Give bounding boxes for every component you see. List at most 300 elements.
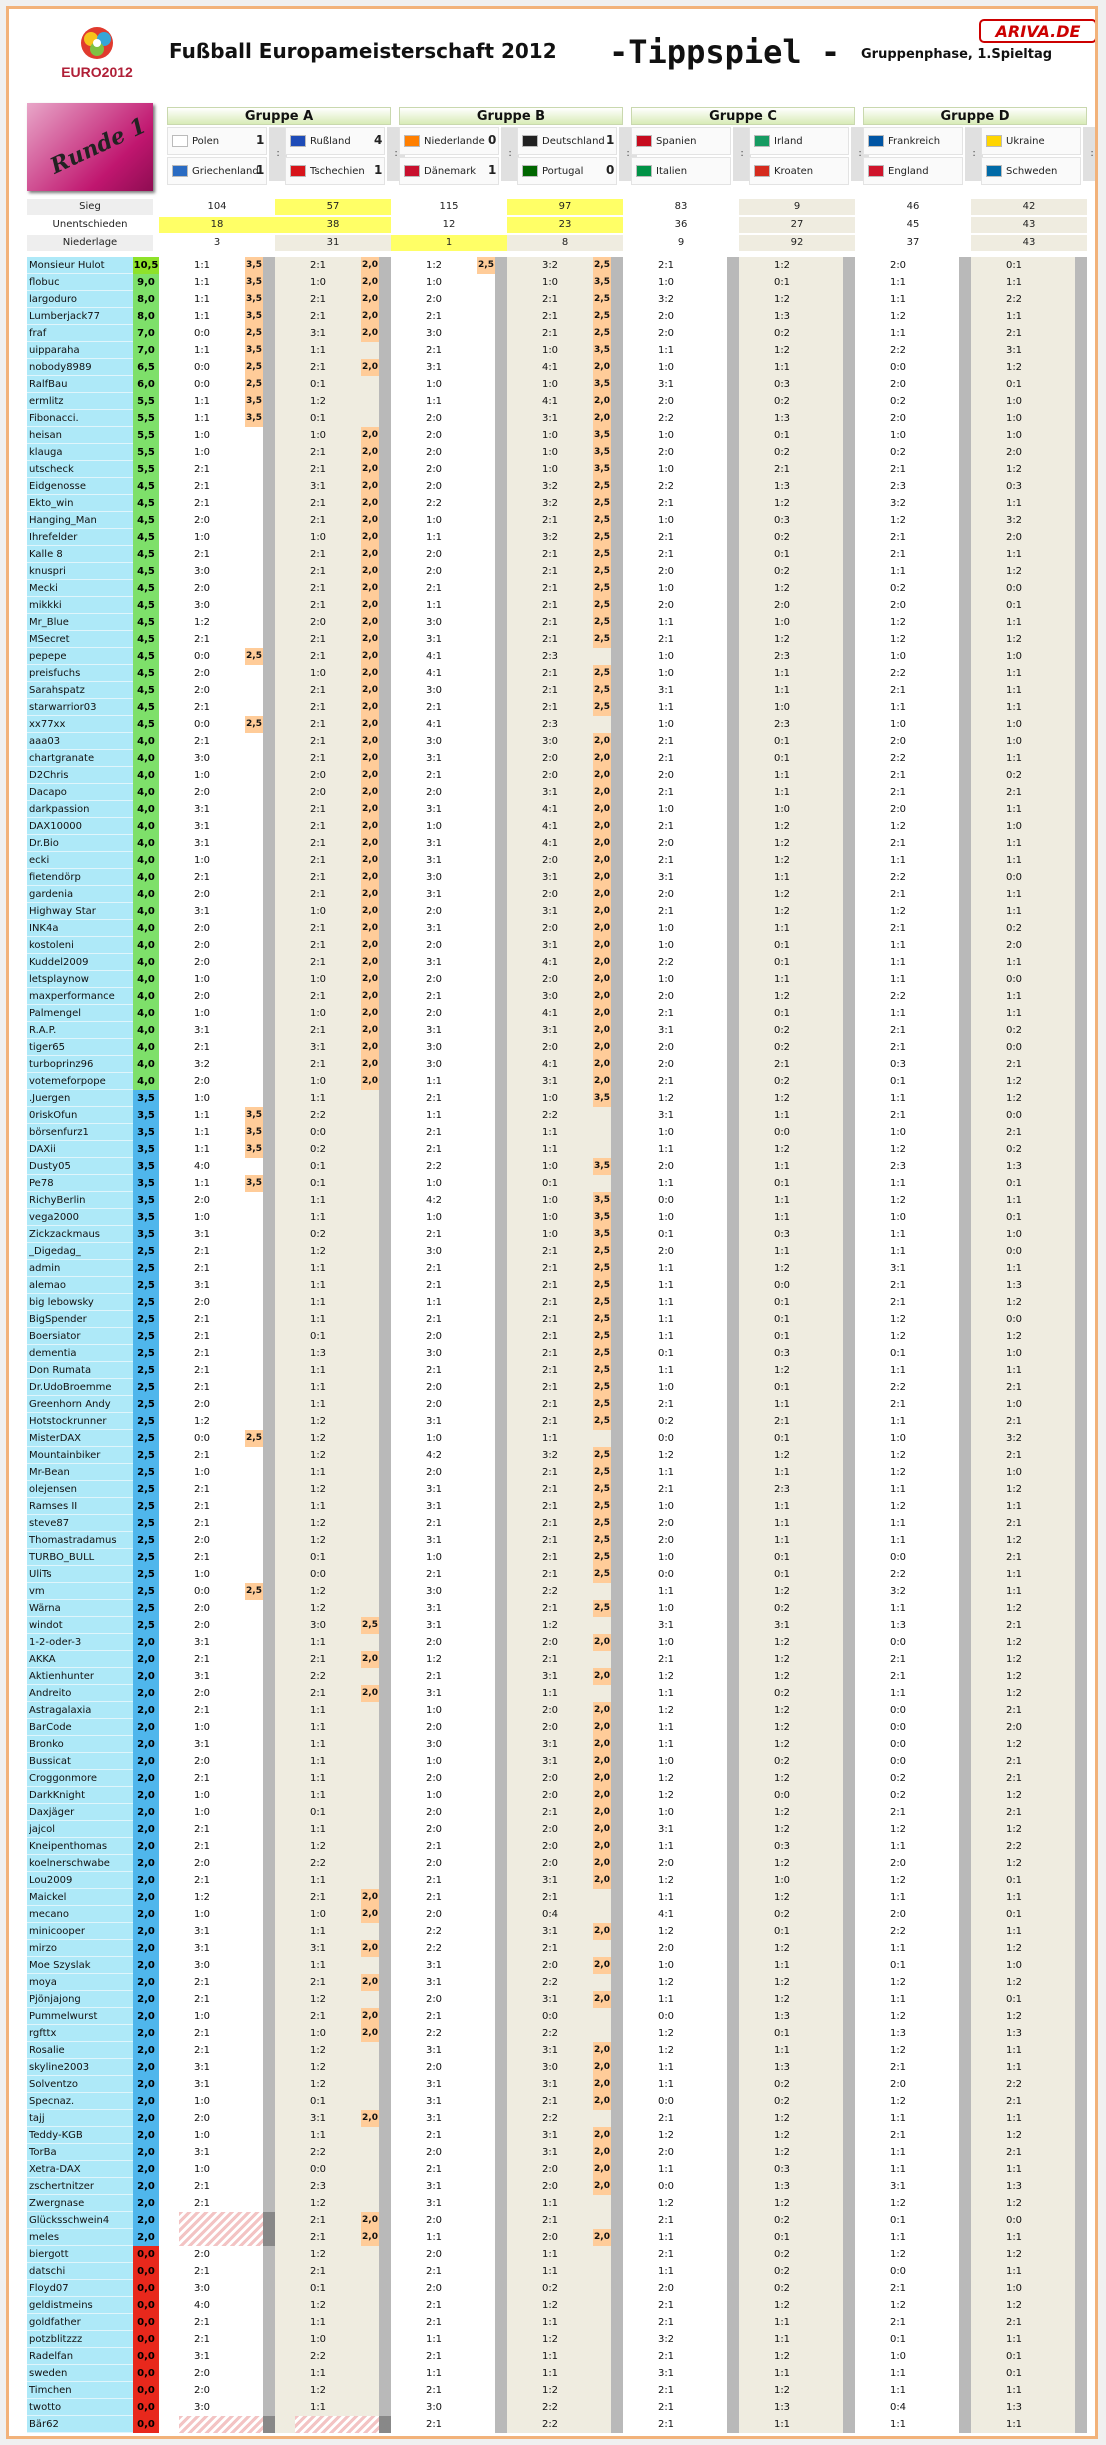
- tip-cell: 0:1: [773, 1552, 791, 1563]
- points-cell: 3,5: [593, 274, 611, 291]
- player-points: 2,0: [133, 2161, 159, 2178]
- tip-cell: 1:0: [541, 1093, 559, 1104]
- tip-cell: 2:1: [193, 702, 211, 713]
- points-cell: 2,5: [593, 1277, 611, 1294]
- stat-cell: 12: [391, 217, 507, 233]
- tip-cell: 1:1: [1005, 991, 1023, 1002]
- tip-cell: 1:1: [309, 1399, 327, 1410]
- tip-cell: 2:0: [193, 991, 211, 1002]
- tip-cell: 0:1: [773, 1569, 791, 1580]
- tip-cell: 2:1: [309, 2266, 327, 2277]
- match-2-away: [285, 157, 385, 185]
- tip-cell: 2:1: [193, 1994, 211, 2005]
- points-cell: 2,5: [593, 1345, 611, 1362]
- player-name: klauga: [29, 447, 63, 458]
- tip-cell: 2:3: [309, 2181, 327, 2192]
- player-name: uipparaha: [29, 345, 80, 356]
- tip-cell: 1:0: [657, 651, 675, 662]
- points-cell: 2,5: [593, 1294, 611, 1311]
- player-points: 2,0: [133, 1855, 159, 1872]
- tip-cell: 3:1: [425, 838, 443, 849]
- tip-cell: 2:0: [657, 311, 675, 322]
- tip-cell: 0:3: [773, 1841, 791, 1852]
- tip-cell: 1:1: [657, 1467, 675, 1478]
- tip-cell: 1:0: [1005, 1960, 1023, 1971]
- team-name: Irland: [774, 136, 803, 147]
- player-points: 3,5: [133, 1107, 159, 1124]
- tip-cell: 1:2: [657, 1671, 675, 1682]
- tip-cell: 2:2: [889, 872, 907, 883]
- tip-cell: 2:1: [541, 311, 559, 322]
- tip-cell: 0:3: [889, 1059, 907, 1070]
- tip-cell: 2:1: [1005, 1127, 1023, 1138]
- tip-cell: 2:1: [193, 872, 211, 883]
- flag-icon: [290, 165, 306, 177]
- tip-cell: 1:1: [309, 1705, 327, 1716]
- tip-cell: 1:2: [1005, 1671, 1023, 1682]
- points-cell: 2,0: [593, 835, 611, 852]
- tip-cell: 1:0: [193, 430, 211, 441]
- tip-cell: 3:1: [425, 2045, 443, 2056]
- tip-cell: 1:2: [1005, 1824, 1023, 1835]
- team-name: Spanien: [656, 136, 697, 147]
- tip-cell: 2:2: [889, 991, 907, 1002]
- tip-cell: 1:2: [309, 2062, 327, 2073]
- tip-cell: 0:0: [1005, 583, 1023, 594]
- team-score: 1: [256, 163, 265, 177]
- tip-cell: 2:2: [657, 957, 675, 968]
- tip-cell: 1:1: [541, 1688, 559, 1699]
- tip-cell: 2:1: [193, 1501, 211, 1512]
- tip-cell: 2:2: [309, 1110, 327, 1121]
- tip-cell: 2:0: [657, 1858, 675, 1869]
- tip-cell: 2:0: [541, 974, 559, 985]
- tip-cell: 2:1: [193, 2334, 211, 2345]
- tip-cell: 2:1: [541, 1807, 559, 1818]
- tip-cell: 0:1: [309, 2096, 327, 2107]
- points-cell: 2,0: [361, 1974, 379, 1991]
- player-name: DAX10000: [29, 821, 83, 832]
- tip-cell: 3:1: [541, 940, 559, 951]
- tip-cell: 1:2: [773, 2351, 791, 2362]
- tip-cell: 1:1: [889, 2232, 907, 2243]
- tip-cell: 2:3: [773, 719, 791, 730]
- tip-cell: 1:2: [541, 2385, 559, 2396]
- tip-cell: 2:0: [193, 668, 211, 679]
- tip-cell: 0:3: [773, 515, 791, 526]
- group-header-3: Gruppe C: [631, 107, 855, 125]
- player-name: D2Chris: [29, 770, 69, 781]
- tip-cell: 1:2: [889, 1875, 907, 1886]
- tip-cell: 2:1: [309, 2011, 327, 2022]
- tip-cell: 0:0: [657, 2181, 675, 2192]
- tip-cell: 2:1: [425, 311, 443, 322]
- points-cell: 3,5: [245, 1124, 263, 1141]
- player-name: Dusty05: [29, 1161, 71, 1172]
- player-points: 4,0: [133, 733, 159, 750]
- tip-cell: 0:0: [193, 362, 211, 373]
- tip-cell: 2:0: [657, 396, 675, 407]
- tip-cell: 0:2: [541, 2283, 559, 2294]
- points-cell: 2,0: [593, 1056, 611, 1073]
- tip-cell: 2:1: [541, 1552, 559, 1563]
- points-cell: 2,0: [593, 1634, 611, 1651]
- tip-cell: 1:0: [193, 770, 211, 781]
- stat-cell: 42: [971, 199, 1087, 215]
- tip-cell: 2:1: [541, 1484, 559, 1495]
- tip-cell: 1:1: [1005, 2232, 1023, 2243]
- tip-cell: 1:1: [193, 345, 211, 356]
- player-points: 4,0: [133, 886, 159, 903]
- player-name: 1-2-oder-3: [29, 1637, 82, 1648]
- tip-cell: 1:1: [309, 1790, 327, 1801]
- match-separator: :: [733, 127, 751, 181]
- points-cell: 2,5: [245, 1583, 263, 1600]
- player-name: .Juergen: [29, 1093, 71, 1104]
- tip-cell: 2:0: [193, 889, 211, 900]
- points-cell: 2,0: [361, 444, 379, 461]
- tip-cell: 3:0: [425, 617, 443, 628]
- tip-cell: 1:0: [425, 1756, 443, 1767]
- player-name: geldistmeins: [29, 2300, 93, 2311]
- points-cell: 2,0: [593, 971, 611, 988]
- tip-cell: 1:0: [657, 719, 675, 730]
- tip-cell: 3:1: [309, 328, 327, 339]
- tip-cell: 1:0: [657, 940, 675, 951]
- flag-icon: [522, 165, 538, 177]
- flag-icon: [290, 135, 306, 147]
- tip-cell: 1:1: [309, 1960, 327, 1971]
- tip-cell: 0:0: [657, 1569, 675, 1580]
- tip-cell: 1:2: [773, 1671, 791, 1682]
- player-points: 4,5: [133, 512, 159, 529]
- tip-cell: 2:2: [425, 2028, 443, 2039]
- points-cell: 2,0: [593, 733, 611, 750]
- tip-cell: 0:2: [1005, 923, 1023, 934]
- tip-cell: 0:1: [889, 2334, 907, 2345]
- tip-cell: 1:1: [773, 1518, 791, 1529]
- tip-cell: 0:0: [657, 2011, 675, 2022]
- tip-cell: 3:0: [309, 1620, 327, 1631]
- tip-cell: 2:1: [193, 2045, 211, 2056]
- tip-cell: 1:0: [657, 668, 675, 679]
- tip-cell: 1:2: [1005, 2130, 1023, 2141]
- player-name: minicooper: [29, 1926, 85, 1937]
- tip-cell: 2:1: [425, 1569, 443, 1580]
- tip-cell: 2:0: [657, 838, 675, 849]
- player-points: 2,5: [133, 1583, 159, 1600]
- tip-cell: 2:1: [657, 2113, 675, 2124]
- tip-cell: 2:0: [193, 923, 211, 934]
- tip-cell: 2:0: [193, 685, 211, 696]
- tip-cell: 3:0: [193, 600, 211, 611]
- player-name: ecki: [29, 855, 50, 866]
- team-name: Rußland: [310, 136, 351, 147]
- player-points: 6,0: [133, 376, 159, 393]
- tip-cell: 1:1: [1005, 1263, 1023, 1274]
- tip-cell: 1:2: [773, 1722, 791, 1733]
- tip-cell: 1:2: [889, 617, 907, 628]
- tip-cell: 1:2: [889, 1331, 907, 1342]
- player-name: INK4a: [29, 923, 59, 934]
- tip-cell: 2:1: [541, 1416, 559, 1427]
- tip-cell: 2:0: [425, 1722, 443, 1733]
- tip-cell: 1:1: [773, 1399, 791, 1410]
- team-score: 1: [374, 163, 383, 177]
- points-cell: 2,0: [593, 937, 611, 954]
- tip-cell: 2:1: [657, 1654, 675, 1665]
- tip-cell: 1:1: [657, 1365, 675, 1376]
- tip-cell: 3:0: [425, 1246, 443, 1257]
- tip-cell: 0:0: [541, 2011, 559, 2022]
- tip-cell: 2:1: [541, 685, 559, 696]
- tip-cell: 1:0: [1005, 430, 1023, 441]
- tip-cell: 1:2: [657, 1977, 675, 1988]
- tip-cell: 3:0: [425, 736, 443, 747]
- tip-cell: 2:1: [1005, 2096, 1023, 2107]
- tip-cell: 1:2: [889, 1977, 907, 1988]
- player-name: Specnaz.: [29, 2096, 75, 2107]
- tip-cell: 1:0: [657, 923, 675, 934]
- tip-cell: 2:2: [425, 1926, 443, 1937]
- tip-cell: 0:1: [773, 1297, 791, 1308]
- points-cell: 3,5: [593, 1192, 611, 1209]
- tip-cell: 1:1: [657, 2164, 675, 2175]
- tip-cell: 2:1: [193, 2317, 211, 2328]
- tip-cell: 3:0: [193, 2402, 211, 2413]
- points-cell: 2,5: [593, 1260, 611, 1277]
- points-cell: 2,0: [593, 2042, 611, 2059]
- tip-cell: 2:0: [657, 1161, 675, 1172]
- tip-cell: 2:1: [889, 1025, 907, 1036]
- stat-label-1: Sieg: [27, 199, 153, 215]
- tip-cell: 2:1: [193, 1705, 211, 1716]
- column-stripe: [727, 257, 739, 2433]
- tip-cell: 2:0: [541, 855, 559, 866]
- tip-cell: 1:0: [541, 1212, 559, 1223]
- tip-cell: 1:0: [773, 617, 791, 628]
- tip-cell: 2:0: [541, 1858, 559, 1869]
- tip-cell: 1:2: [425, 1654, 443, 1665]
- tip-cell: 1:1: [1005, 702, 1023, 713]
- tip-cell: 2:1: [309, 634, 327, 645]
- points-cell: 2,5: [245, 716, 263, 733]
- tip-cell: 2:0: [425, 549, 443, 560]
- player-name: kostoleni: [29, 940, 74, 951]
- tip-cell: 0:2: [1005, 1144, 1023, 1155]
- tip-cell: 1:2: [657, 1875, 675, 1886]
- tip-cell: 2:0: [541, 923, 559, 934]
- points-cell: 2,0: [361, 1889, 379, 1906]
- tip-cell: 1:2: [889, 1824, 907, 1835]
- stat-label-2: Unentschieden: [27, 217, 153, 233]
- player-points: 4,0: [133, 750, 159, 767]
- tip-cell: 1:2: [773, 2147, 791, 2158]
- points-cell: 2,0: [593, 1770, 611, 1787]
- player-points: 6,5: [133, 359, 159, 376]
- group-header-2: Gruppe B: [399, 107, 623, 125]
- player-name: _Digedag_: [29, 1246, 81, 1257]
- tip-cell: 2:1: [193, 498, 211, 509]
- points-cell: 2,0: [593, 410, 611, 427]
- tip-cell: 1:1: [657, 345, 675, 356]
- tip-cell: 3:0: [541, 2062, 559, 2073]
- tip-cell: 1:1: [1005, 498, 1023, 509]
- player-points: 3,5: [133, 1141, 159, 1158]
- tip-cell: 2:1: [425, 1841, 443, 1852]
- player-points: 2,0: [133, 2144, 159, 2161]
- player-points: 4,5: [133, 597, 159, 614]
- player-points: 2,0: [133, 1770, 159, 1787]
- tip-cell: 1:2: [1005, 362, 1023, 373]
- tip-cell: 1:2: [309, 1484, 327, 1495]
- tip-cell: 1:0: [425, 379, 443, 390]
- tip-cell: 1:1: [889, 1892, 907, 1903]
- tip-cell: 1:0: [425, 277, 443, 288]
- tip-cell: 2:3: [541, 719, 559, 730]
- tip-cell: 2:1: [193, 736, 211, 747]
- points-cell: 2,0: [361, 971, 379, 988]
- tip-cell: 1:1: [1005, 2164, 1023, 2175]
- tip-cell: 1:1: [1005, 277, 1023, 288]
- tip-cell: 3:0: [425, 328, 443, 339]
- player-name: MisterDAX: [29, 1433, 82, 1444]
- points-cell: 2,5: [477, 257, 495, 274]
- points-cell: 2,0: [361, 835, 379, 852]
- tip-cell: 1:2: [1005, 1076, 1023, 1087]
- tip-cell: 1:1: [657, 1297, 675, 1308]
- tip-cell: 1:1: [657, 1314, 675, 1325]
- tip-cell: 2:1: [657, 1399, 675, 1410]
- player-name: vm: [29, 1586, 45, 1597]
- tip-cell: 0:1: [773, 1433, 791, 1444]
- tip-cell: 2:1: [309, 838, 327, 849]
- tip-cell: 2:1: [193, 1314, 211, 1325]
- tip-cell: 1:0: [1005, 719, 1023, 730]
- tip-cell: 1:1: [889, 1535, 907, 1546]
- tip-cell: 2:0: [889, 413, 907, 424]
- tip-cell: 2:1: [425, 2351, 443, 2362]
- tip-cell: 1:2: [1005, 1093, 1023, 1104]
- tip-cell: 1:0: [309, 1076, 327, 1087]
- tip-cell: 0:0: [1005, 1314, 1023, 1325]
- tip-cell: 3:1: [193, 838, 211, 849]
- points-cell: 2,0: [593, 1668, 611, 1685]
- tip-cell: 2:0: [1005, 447, 1023, 458]
- tip-cell: 2:0: [541, 1960, 559, 1971]
- player-name: flobuc: [29, 277, 60, 288]
- points-cell: 2,0: [361, 359, 379, 376]
- tip-cell: 0:2: [773, 2215, 791, 2226]
- points-cell: 2,5: [593, 478, 611, 495]
- tip-cell: 2:1: [193, 634, 211, 645]
- points-cell: 3,5: [245, 1175, 263, 1192]
- tip-cell: 1:0: [657, 1501, 675, 1512]
- player-points: 2,0: [133, 2025, 159, 2042]
- tip-cell: 3:1: [425, 855, 443, 866]
- tip-cell: 2:1: [657, 1008, 675, 1019]
- tip-cell: 2:2: [541, 1586, 559, 1597]
- match-separator: :: [387, 127, 405, 181]
- match-separator: :: [965, 127, 983, 181]
- tip-cell: 2:0: [541, 889, 559, 900]
- tip-cell: 2:0: [193, 1603, 211, 1614]
- tip-cell: 2:1: [541, 328, 559, 339]
- round-label: Runde 1: [46, 112, 151, 180]
- tip-cell: 2:0: [425, 1824, 443, 1835]
- tip-cell: 1:0: [193, 1807, 211, 1818]
- tip-cell: 2:1: [193, 464, 211, 475]
- tip-cell: 3:2: [1005, 515, 1023, 526]
- tip-cell: 2:1: [309, 821, 327, 832]
- tip-cell: 2:0: [657, 600, 675, 611]
- tip-cell: 1:0: [657, 1807, 675, 1818]
- points-cell: 2,0: [361, 852, 379, 869]
- points-cell: 2,0: [593, 886, 611, 903]
- tip-cell: 1:1: [773, 1960, 791, 1971]
- tip-cell: 2:2: [541, 2028, 559, 2039]
- tip-cell: 2:1: [309, 702, 327, 713]
- tip-cell: 2:0: [193, 1756, 211, 1767]
- tip-cell: 2:1: [425, 1280, 443, 1291]
- tip-cell: 1:1: [193, 294, 211, 305]
- tip-cell: 0:2: [773, 396, 791, 407]
- points-cell: 3,5: [593, 427, 611, 444]
- player-points: 2,5: [133, 1515, 159, 1532]
- tip-cell: 3:1: [425, 1688, 443, 1699]
- player-name: Hanging_Man: [29, 515, 97, 526]
- tip-cell: 1:1: [889, 1093, 907, 1104]
- tip-cell: 1:2: [1005, 1977, 1023, 1988]
- tip-cell: 2:1: [657, 1076, 675, 1087]
- points-cell: 2,0: [361, 257, 379, 274]
- points-cell: 2,0: [361, 274, 379, 291]
- tip-cell: 1:0: [309, 430, 327, 441]
- tip-cell: 2:0: [309, 617, 327, 628]
- tip-cell: 2:2: [657, 413, 675, 424]
- player-name: Daxjäger: [29, 1807, 75, 1818]
- tip-cell: 2:0: [541, 2164, 559, 2175]
- ariva-logo[interactable]: ARIVA.DE: [979, 19, 1097, 43]
- tip-cell: 1:2: [657, 2198, 675, 2209]
- tip-cell: 1:1: [773, 1161, 791, 1172]
- tip-cell: 1:0: [773, 1875, 791, 1886]
- tip-cell: 2:1: [889, 1671, 907, 1682]
- tip-cell: 0:1: [773, 2232, 791, 2243]
- tip-cell: 0:2: [773, 1688, 791, 1699]
- tip-cell: 2:0: [657, 770, 675, 781]
- tip-cell: 1:1: [425, 1110, 443, 1121]
- page-frame: [6, 6, 1098, 2439]
- tip-cell: 1:3: [773, 481, 791, 492]
- tip-cell: 2:1: [657, 855, 675, 866]
- tip-cell: 2:1: [309, 498, 327, 509]
- tip-cell: 2:1: [425, 2164, 443, 2175]
- tip-cell: 2:3: [889, 481, 907, 492]
- match-1-home: [167, 127, 267, 155]
- tip-cell: 0:1: [309, 1178, 327, 1189]
- tip-cell: 2:1: [425, 1263, 443, 1274]
- player-name: alemao: [29, 1280, 67, 1291]
- points-cell: 2,5: [593, 682, 611, 699]
- player-points: 2,0: [133, 1957, 159, 1974]
- tip-cell: 1:0: [541, 1195, 559, 1206]
- player-points: 2,5: [133, 1600, 159, 1617]
- player-points: 2,0: [133, 1872, 159, 1889]
- tip-cell: 2:1: [193, 1841, 211, 1852]
- player-name: fraf: [29, 328, 47, 339]
- points-cell: 2,0: [361, 1005, 379, 1022]
